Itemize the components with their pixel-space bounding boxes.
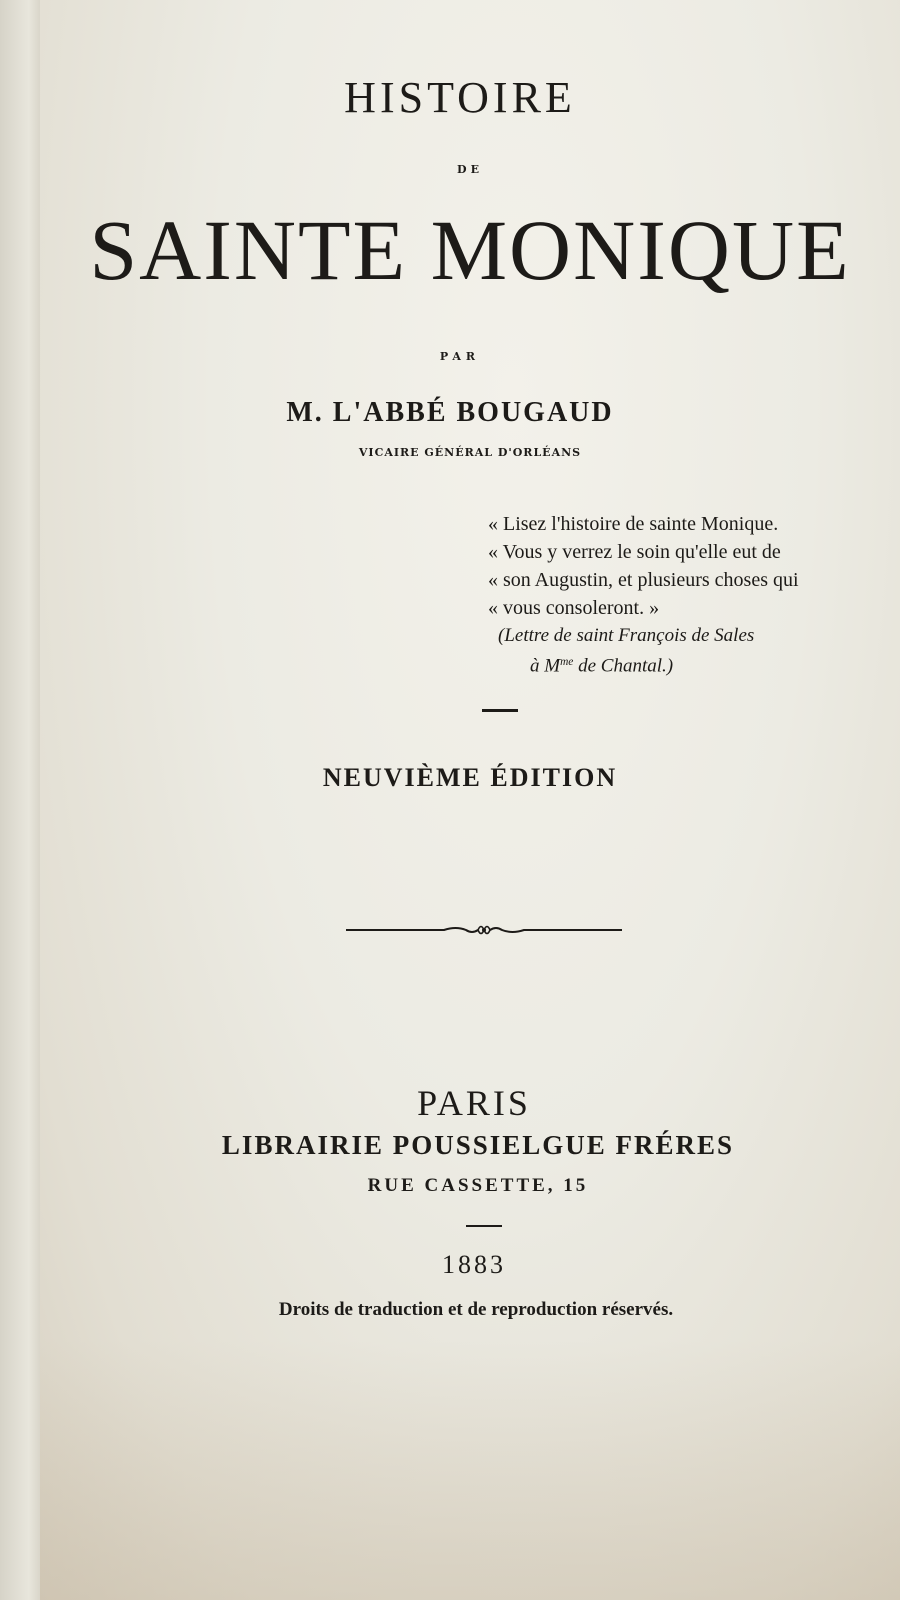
attribution-text: de Chantal.) bbox=[573, 655, 674, 677]
title-page bbox=[40, 0, 900, 1600]
rights-notice: Droits de traduction et de reproduction réservés. bbox=[278, 1299, 674, 1320]
ornament-divider-icon bbox=[344, 915, 624, 945]
byline-par: PAR bbox=[439, 350, 481, 363]
publisher-name: LIBRAIRIE POUSSIELGUE FRÉRES bbox=[221, 1130, 735, 1160]
attribution-line-1: (Lettre de saint François de Sales bbox=[498, 625, 755, 646]
publisher-address: RUE CASSETTE, 15 bbox=[367, 1175, 589, 1196]
publication-city: PARIS bbox=[417, 1083, 531, 1123]
author-name: M. L'ABBÉ BOUGAUD bbox=[286, 397, 614, 428]
heading-de: DE bbox=[457, 163, 483, 176]
author-role: VICAIRE GÉNÉRAL D'ORLÉANS bbox=[358, 446, 582, 459]
epigraph-line: « Vous y verrez le soin qu'elle eut de bbox=[488, 541, 781, 563]
divider-rule bbox=[482, 709, 518, 712]
epigraph-attribution bbox=[498, 622, 754, 679]
edition-label: NEUVIÈME ÉDITION bbox=[322, 763, 618, 792]
epigraph-line: « son Augustin, et plusieurs choses qui bbox=[488, 569, 799, 591]
book-title: SAINTE MONIQUE bbox=[89, 202, 851, 298]
attribution-line-2 bbox=[498, 649, 754, 679]
epigraph-line: « Lisez l'histoire de sainte Monique. bbox=[488, 513, 779, 535]
epigraph bbox=[488, 510, 799, 622]
epigraph-line: « vous consoleront. » bbox=[488, 597, 660, 619]
publication-year: 1883 bbox=[442, 1250, 506, 1279]
divider-rule bbox=[466, 1225, 502, 1227]
heading-histoire: HISTOIRE bbox=[344, 73, 576, 122]
attribution-superscript: me bbox=[560, 656, 574, 668]
attribution-text: à M bbox=[530, 655, 561, 677]
